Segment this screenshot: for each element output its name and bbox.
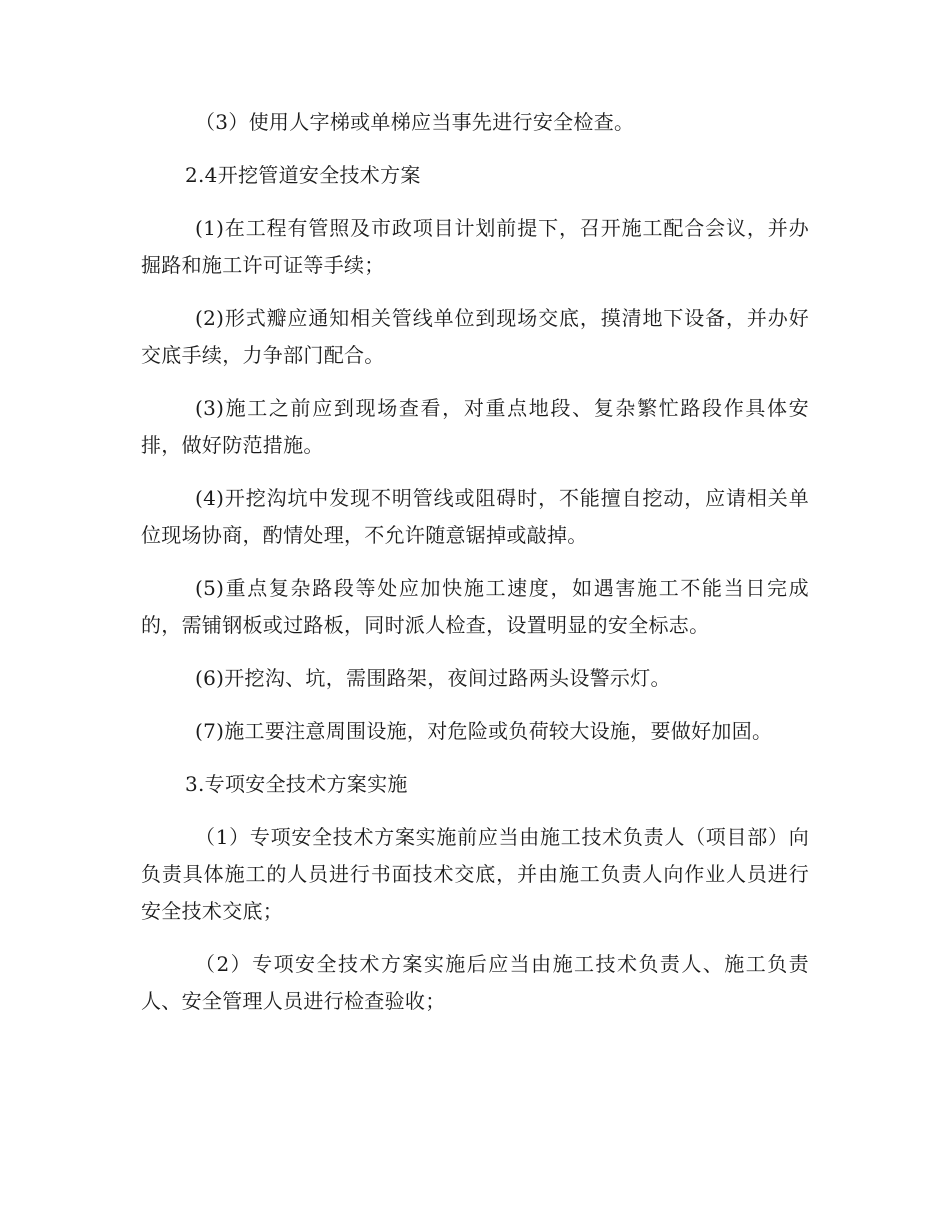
section-heading-3: 3.专项安全技术方案实施 [185, 772, 408, 796]
paragraph-implementation-1: （1）专项安全技术方案实施前应当由施工技术负责人（项目部）向负责具体施工的人员进行书面技术交底，并由施工负责人向作业人员进行安全技术交底； [141, 825, 809, 923]
paragraph-ladder-check: （3）使用人字梯或单梯应当事先进行安全检查。 [195, 110, 635, 134]
paragraph-item-2: (2)形式瓣应通知相关管线单位到现场交底，摸清地下设备，并办好交底手续，力争部门配合。 [141, 306, 809, 367]
paragraph-item-5: (5)重点复杂路段等处应加快施工速度，如遇害施工不能当日完成的，需铺钢板或过路板，同时派人检查，设置明显的安全标志。 [141, 576, 809, 637]
paragraph-item-6: (6)开挖沟、坑，需围路架，夜间过路两头设警示灯。 [195, 666, 671, 690]
paragraph-item-1: (1)在工程有管照及市政项目计划前提下，召开施工配合会议，并办掘路和施工许可证等手续； [141, 216, 809, 277]
paragraph-implementation-2: （2）专项安全技术方案实施后应当由施工技术负责人、施工负责人、安全管理人员进行检查验收； [141, 952, 809, 1013]
document-body [141, 104, 809, 1036]
section-heading-2-4: 2.4开挖管道安全技术方案 [185, 163, 421, 187]
paragraph-item-7: (7)施工要注意周围设施，对危险或负荷较大设施，要做好加固。 [195, 719, 773, 743]
paragraph-item-3: (3)施工之前应到现场查看，对重点地段、复杂繁忙路段作具体安排，做好防范措施。 [141, 396, 809, 457]
paragraph-item-4: (4)开挖沟坑中发现不明管线或阻碍时，不能擅自挖动，应请相关单位现场协商，酌情处理，不允许随意锯掉或敲掉。 [141, 486, 809, 547]
